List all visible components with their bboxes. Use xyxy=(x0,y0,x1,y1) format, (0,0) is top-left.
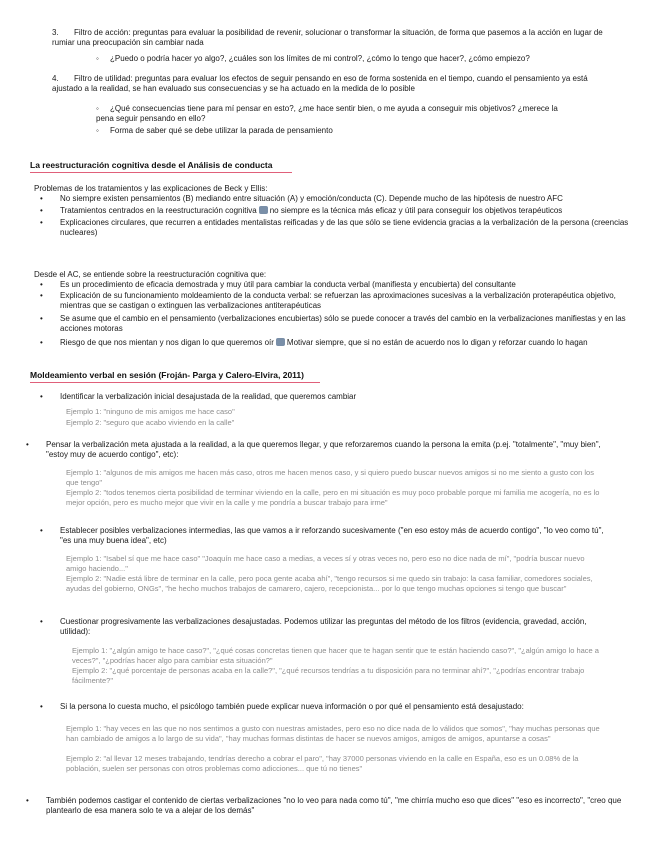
example-text: Ejemplo 2: "¿qué porcentaje de personas acaba en la calle?", "¿qué recursos tendrías a tu disposición para no terminar ahí?", "¿podrías encontrar trabajo fácilmente?" xyxy=(72,666,585,685)
item-text: Filtro de utilidad: preguntas para evaluar los efectos de seguir pensando en eso de forma sostenida en el tiempo, cuando el pensamiento ya está ajustado a la realidad, se han evaluado sus consecuencias y se ha actuado en la medida de lo posible xyxy=(52,74,588,93)
list-item: • Se asume que el cambio en el pensamiento (verbalizaciones encubiertas) sólo se puede conocer a través del cambio en la verbalizaciones manifiestas y en las acciones motoras xyxy=(34,314,634,334)
list-item: • Si la persona lo cuesta mucho, el psicólogo también puede explicar nueva información o por qué el pensamiento está desajustado: xyxy=(34,702,614,712)
comment-icon xyxy=(276,338,285,346)
bullet-list xyxy=(34,617,614,637)
list-item: • Tratamientos centrados en la reestructuración cognitiva no siempre es la técnica más eficaz y útil para conseguir los objetivos terapéuticos xyxy=(34,206,634,216)
example-text: Ejemplo 1: "ninguno de mis amigos me hace caso" xyxy=(66,407,235,416)
item-number: 3. xyxy=(52,28,59,37)
list-item: • Riesgo de que nos mientan y nos digan lo que queremos oír Motivar siempre, que si no están de acuerdo nos lo digan y reforzar cuando lo hagan xyxy=(34,338,634,348)
example-text: Ejemplo 2: "al llevar 12 meses trabajando, tendrías derecho a cobrar el paro", "hay 37000 personas viviendo en la calle en España, eso es un 0.08% de la población, suelen ser personas con otros problemas como adicciones... que tú no tienes" xyxy=(66,754,579,773)
bullet-list xyxy=(34,280,634,348)
comment-icon xyxy=(259,206,268,214)
example-text: Ejemplo 2: "todos tenemos cierta posibilidad de terminar viviendo en la calle, pero en mi situación es muy poco probable porque mi familia me acogería, no es lo mejor opción, pero es mucho mejor que vivir en la calle y me pondría a buscar trabajo para irme" xyxy=(66,488,600,507)
bullet-list xyxy=(34,526,614,546)
bullet-list xyxy=(34,702,614,712)
example-text: Ejemplo 2: "seguro que acabo viviendo en la calle" xyxy=(66,418,235,427)
heading-underline xyxy=(30,382,320,383)
section-intro: Problemas de los tratamientos y las explicaciones de Beck y Ellis: xyxy=(34,184,268,193)
heading-underline xyxy=(30,172,292,173)
example-text: Ejemplo 1: "¿algún amigo te hace caso?", "¿qué cosas concretas tienen que hacer que te hagan sentir que te están haciendo caso?", "¿algún amigo lo hace a veces?", "¿podrías hacer algo para cambiar esta situación?" xyxy=(72,646,599,665)
example-text: Ejemplo 2: "Nadie está libre de terminar en la calle, pero poca gente acaba ahí", "tengo recursos si me quedo sin trabajo: la casa familiar, comedores sociales, ayudas del gobierno, ONGs", "he hecho muchos trabajos de camarero, cajero, recepcionista... por lo que tengo muchas opciones si tengo que buscar" xyxy=(66,574,593,593)
sub-item: ◦ Forma de saber qué se debe utilizar la parada de pensamiento xyxy=(96,126,333,135)
list-item: • Pensar la verbalización meta ajustada a la realidad, a la que queremos llegar, y que reforzaremos cuando la persona la emita (p.ej. "totalmente", "muy bien", "estoy muy de acuerdo contigo", etc): xyxy=(20,440,620,460)
list-item: • Explicación de su funcionamiento moldeamiento de la conducta verbal: se refuerzan las aproximaciones sucesivas a la verbalización proterapéutica objetivo, mientras que se castigan o extinguen las verbalizaciones antiterapéuticas xyxy=(34,291,634,311)
list-item: • También podemos castigar el contenido de ciertas verbalizaciones "no lo veo para nada como tú", "me chirría mucho eso que dices" "eso es incorrecto", "creo que plantearlo de esa manera solo te va a alejar de los demás" xyxy=(20,796,630,816)
bullet-list xyxy=(34,194,634,238)
item-text: Filtro de acción: preguntas para evaluar la posibilidad de revenir, solucionar o transformar la situación, de forma que pasemos a la acción en lugar de rumiar una preocupación sin cambiar nada xyxy=(52,28,603,47)
section-heading: La reestructuración cognitiva desde el Análisis de conducta xyxy=(30,160,273,170)
sub-item: ◦ ¿Qué consecuencias tiene para mí pensar en esto?, ¿me hace sentir bien, o me ayuda a conseguir mis objetivos? ¿merece la pena seguir pensando en ello? xyxy=(96,104,558,123)
list-item: • Cuestionar progresivamente las verbalizaciones desajustadas. Podemos utilizar las preguntas del método de los filtros (evidencia, gravedad, acción, utilidad): xyxy=(34,617,614,637)
list-item-filtro-utilidad xyxy=(52,74,612,94)
list-item: • Establecer posibles verbalizaciones intermedias, las que vamos a ir reforzando sucesivamente ("en eso estoy más de acuerdo contigo", "lo veo como tú", "es una muy buena idea", etc) xyxy=(34,526,614,546)
list-item-filtro-accion xyxy=(52,28,612,48)
bullet-list xyxy=(20,796,630,816)
section-heading: Moldeamiento verbal en sesión (Froján- Parga y Calero-Elvira, 2011) xyxy=(30,370,304,380)
item-number: 4. xyxy=(52,74,59,83)
list-item: • Explicaciones circulares, que recurren a entidades mentalistas reificadas y de las que sólo se tiene evidencia gracias a la verbalización de la persona (creencias nucleares) xyxy=(34,218,634,238)
example-text: Ejemplo 1: "Isabel sí que me hace caso" "Joaquín me hace caso a medias, a veces sí y otras veces no, pero eso no dice nada de mí", "podría buscar nuevo amigo haciendo..." xyxy=(66,554,585,573)
example-text: Ejemplo 1: "algunos de mis amigos me hacen más caso, otros me hacen menos caso, y si quiero puedo buscar nuevos amigos si no me siento a gusto con los que tengo" xyxy=(66,468,594,487)
bullet-list xyxy=(20,440,620,460)
list-item: • Identificar la verbalización inicial desajustada de la realidad, que queremos cambiar xyxy=(34,392,634,402)
section-intro: Desde el AC, se entiende sobre la reestructuración cognitiva que: xyxy=(34,270,267,279)
bullet-list xyxy=(34,392,634,402)
sub-item: ◦ ¿Puedo o podría hacer yo algo?, ¿cuáles son los límites de mi control?, ¿cómo lo tengo que hacer?, ¿cómo empiezo? xyxy=(96,54,530,63)
list-item: • No siempre existen pensamientos (B) mediando entre situación (A) y emoción/conducta (C). Depende mucho de las hipótesis de nuestro AFC xyxy=(34,194,634,204)
example-text: Ejemplo 1: "hay veces en las que no nos sentimos a gusto con nuestras amistades, pero eso no dice nada de lo válidos que somos", "hay muchas personas que han cambiado de amigos a lo largo de su vida", "hay muchas formas distintas de hacer se nuevos amigos, amigos de amigos, apuntarse a cosas" xyxy=(66,724,600,743)
list-item: • Es un procedimiento de eficacia demostrada y muy útil para cambiar la conducta verbal (manifiesta y encubierta) del consultante xyxy=(34,280,634,290)
